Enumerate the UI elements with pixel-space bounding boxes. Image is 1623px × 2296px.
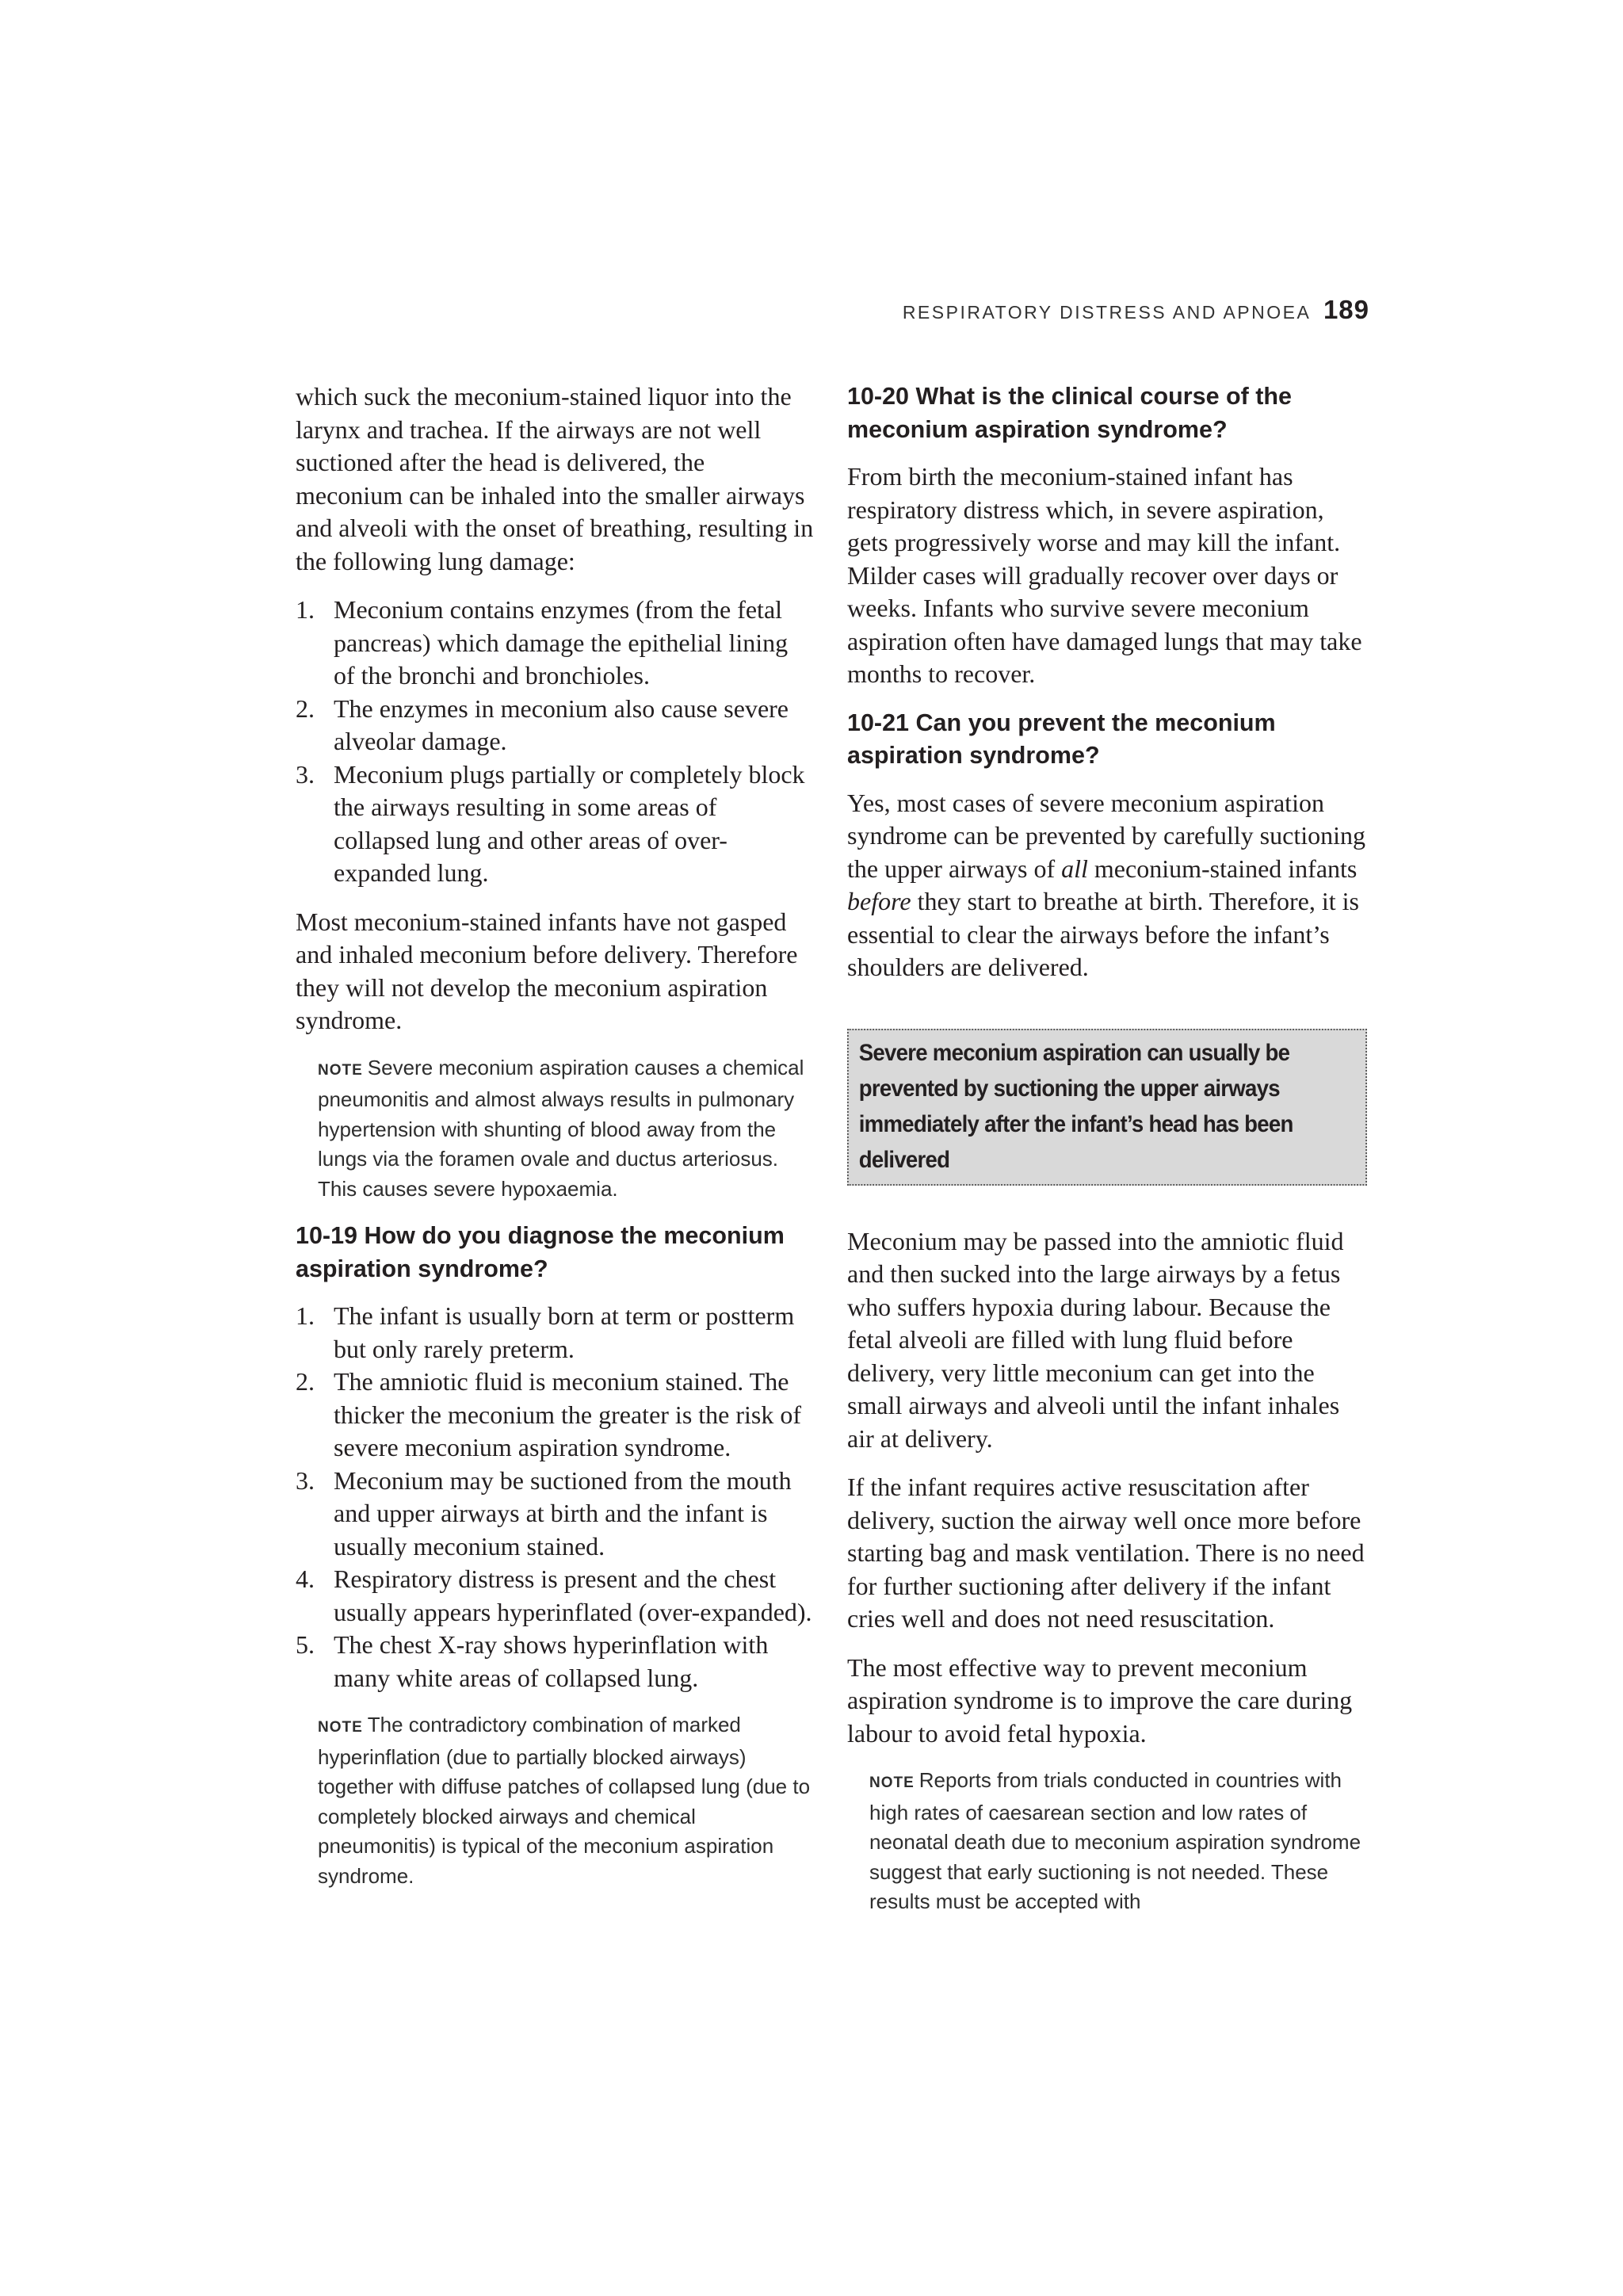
list-item (296, 1465, 815, 1564)
paragraph: If the infant requires active resuscitation after delivery, suction the airway well once more before starting bag and mask ventilation. There is no need for further suctioning after delivery if the infant cries well and does not need resuscitation. (847, 1473, 1365, 1633)
text-run: meconium-stained infants (1087, 854, 1358, 883)
list-item-text: Meconium plugs partially or completely block the airways resulting in some areas of collapsed lung and other areas of over-expanded lung. (334, 759, 805, 887)
paragraph: Most meconium-stained infants have not gasped and inhaled meconium before delivery. Therefore they will not develop the meconium aspiration syndrome. (296, 907, 798, 1034)
page-number: 189 (1323, 295, 1369, 324)
paragraph: which suck the meconium-stained liquor into the larynx and trachea. If the airways are not well suctioned after the head is delivered, the meconium can be inhaled into the smaller airways and alveoli with the onset of breathing, resulting in the following lung damage: (296, 382, 814, 575)
list-number: 3. (296, 1465, 315, 1495)
text-run: they start to breathe at birth. Therefore, it is essential to clear the airways before the infant’s shoulders are delivered. (847, 887, 1359, 981)
paragraph (847, 787, 1370, 984)
list-item-text: Meconium may be suctioned from the mouth and upper airways at birth and the infant is usually meconium stained. (334, 1465, 792, 1561)
key-point-callout: Severe meconium aspiration can usually be prevented by suctioning the upper airways immediately after the infant’s head has been delivered (847, 1029, 1367, 1186)
list-item-text: Respiratory distress is present and the chest usually appears hyperinflated (over-expanded). (334, 1564, 812, 1626)
list-number: 4. (296, 1564, 315, 1593)
list-number: 1. (296, 1301, 315, 1330)
section-heading: 10-20 What is the clinical course of the meconium aspiration syndrome? (847, 383, 1293, 443)
list-item (296, 693, 815, 758)
paragraph: Meconium may be passed into the amniotic fluid and then sucked into the large airways by a fetus who suffers hypoxia during labour. Because the fetal alveoli are filled with lung fluid before delivery, very little meconium can get into the small airways and alveoli until the infant inhales air at delivery. (847, 1226, 1344, 1453)
list-item (296, 1629, 815, 1694)
section-heading: 10-19 How do you diagnose the meconium aspiration syndrome? (296, 1222, 785, 1282)
list-item-text: The amniotic fluid is meconium stained. The thicker the meconium the greater is the risk of severe meconium aspiration syndrome. (334, 1367, 802, 1461)
lung-damage-list (296, 594, 815, 890)
emphasis: before (847, 887, 911, 915)
list-item (296, 1300, 815, 1366)
list-number: 2. (296, 693, 315, 723)
left-column (296, 380, 815, 1907)
note-text: The contradictory combination of marked hyperinflation (due to partially blocked airways) together with diffuse patches of collapsed lung (due to completely blocked airways and chemical pneumonitis) is typical of the meconium aspiration syndrome. (318, 1713, 811, 1888)
list-item (296, 758, 815, 890)
list-item (296, 1563, 815, 1629)
diagnosis-list (296, 1300, 815, 1694)
list-item-text: Meconium contains enzymes (from the fetal pancreas) which damage the epithelial lining of the bronchi and bronchioles. (334, 595, 789, 690)
note-text: Reports from trials conducted in countries with high rates of caesarean section and low rates of neonatal death due to meconium aspiration syndrome suggest that early suctioning is not needed. These results must be accepted with (869, 1768, 1361, 1913)
note-label: NOTE (869, 1775, 915, 1791)
text-run: Yes, most cases of severe meconium aspiration syndrome can be prevented by carefully suctioning the upper airways of (847, 788, 1365, 883)
list-number: 2. (296, 1367, 315, 1396)
list-item-text: The infant is usually born at term or postterm but only rarely preterm. (334, 1301, 795, 1363)
note (869, 1766, 1370, 1917)
right-column (847, 380, 1370, 1933)
list-number: 3. (296, 759, 315, 789)
list-number: 1. (296, 595, 315, 624)
note-label: NOTE (318, 1061, 363, 1079)
paragraph: From birth the meconium-stained infant has respiratory distress which, in severe aspiration, gets progressively worse and may kill the infant. Milder cases will gradually recover over days or weeks. Infants who survive severe meconium aspiration often have damaged lungs that may take months to recover. (847, 462, 1362, 688)
running-header (903, 295, 1369, 325)
list-item-text: The enzymes in meconium also cause severe alveolar damage. (334, 693, 789, 755)
section-heading: 10-21 Can you prevent the meconium aspiration syndrome? (847, 709, 1276, 769)
list-number: 5. (296, 1630, 315, 1659)
list-item-text: The chest X-ray shows hyperinflation with many white areas of collapsed lung. (334, 1630, 769, 1692)
list-item (296, 594, 815, 693)
list-item (296, 1366, 815, 1465)
note-label: NOTE (318, 1719, 363, 1736)
note (318, 1053, 815, 1205)
running-title: RESPIRATORY DISTRESS AND APNOEA (902, 302, 1311, 323)
note (318, 1710, 815, 1891)
paragraph: The most effective way to prevent meconium aspiration syndrome is to improve the care during labour to avoid fetal hypoxia. (847, 1652, 1353, 1748)
emphasis: all (1061, 854, 1088, 883)
note-text: Severe meconium aspiration causes a chemical pneumonitis and almost always results in pulmonary hypertension with shunting of blood away from the lungs via the foramen ovale and ductus arteriosus. This causes severe hypoxaemia. (318, 1055, 804, 1201)
